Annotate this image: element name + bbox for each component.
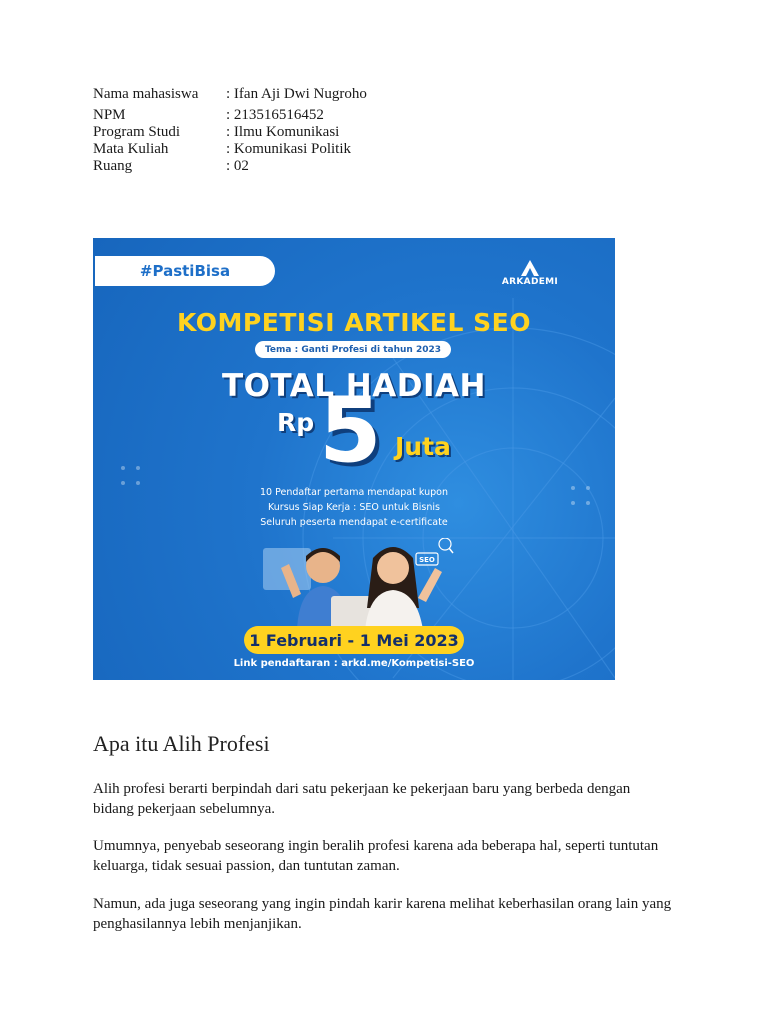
benefit-item: Kursus Siap Kerja : SEO untuk Bisnis: [268, 502, 440, 513]
info-value: : Komunikasi Politik: [226, 141, 352, 157]
competition-poster: [93, 238, 615, 680]
prize-currency: Rp: [277, 408, 315, 437]
info-label: Ruang: [93, 158, 133, 174]
seo-badge-text: SEO: [419, 556, 435, 564]
poster-headline: KOMPETISI ARTIKEL SEO: [177, 308, 531, 337]
students-illustration: [253, 538, 463, 630]
date-range-pill: 1 Februari - 1 Mei 2023: [244, 626, 464, 654]
info-value: : Ifan Aji Dwi Nugroho: [226, 86, 367, 102]
info-value: : 213516516452: [226, 107, 324, 123]
paragraph-2: Umumnya, penyebab seseorang ingin beralih profesi karena ada beberapa hal, seperti tuntutan keluarga, tidak sesuai passion, dan tuntutan zaman.: [93, 838, 659, 874]
prize-amount: 5: [319, 378, 382, 483]
section-heading: Apa itu Alih Profesi: [93, 731, 270, 756]
hashtag-badge: #PastiBisa: [95, 256, 275, 286]
student-info: [93, 86, 367, 175]
total-prize-label: TOTAL HADIAH: [222, 368, 486, 404]
arkademi-logo: [497, 260, 563, 287]
info-label: Nama mahasiswa: [93, 86, 199, 102]
info-row-name: [93, 86, 367, 103]
info-row-npm: [93, 107, 367, 124]
seo-badge-icon: [416, 538, 453, 565]
registration-link: Link pendaftaran : arkd.me/Kompetisi-SEO: [233, 658, 475, 669]
benefit-item: 10 Pendaftar pertama mendapat kupon: [260, 487, 448, 498]
benefit-item: Seluruh peserta mendapat e-certificate: [260, 517, 448, 528]
info-label: Mata Kuliah: [93, 141, 169, 157]
info-label: NPM: [93, 107, 126, 123]
paragraph-3: Namun, ada juga seseorang yang ingin pindah karir karena melihat keberhasilan orang lain yang penghasilannya lebih menjanjikan.: [93, 896, 672, 932]
logo-text: ARKADEMI: [501, 277, 559, 287]
prize-unit: Juta: [395, 432, 451, 461]
info-row-course: [93, 141, 367, 158]
paragraph-1: Alih profesi berarti berpindah dari satu pekerjaan ke pekerjaan baru yang berbeda dengan bidang pekerjaan sebelumnya.: [93, 781, 631, 817]
info-row-room: [93, 158, 367, 175]
info-label: Program Studi: [93, 124, 181, 140]
benefits-list: [93, 485, 615, 530]
info-value: : 02: [226, 158, 249, 174]
theme-pill: Tema : Ganti Profesi di tahun 2023: [255, 341, 451, 358]
info-row-program: [93, 124, 367, 141]
info-value: : Ilmu Komunikasi: [226, 124, 340, 140]
logo-mark-icon: [521, 260, 539, 276]
